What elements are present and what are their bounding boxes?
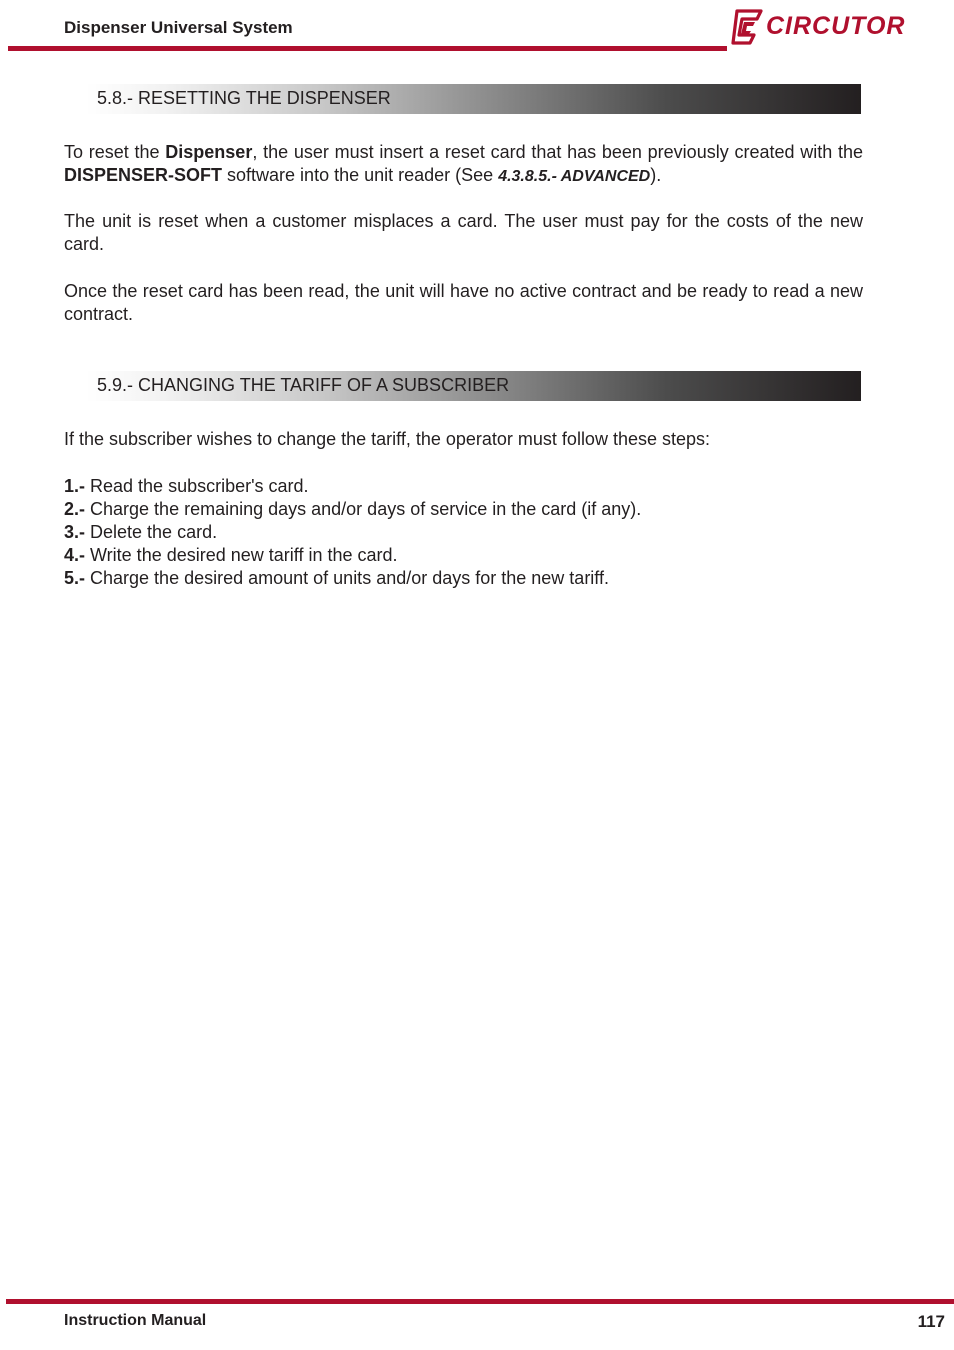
text-run: ). [650, 165, 662, 185]
step-number: 2.- [64, 499, 86, 519]
step-text: Delete the card. [85, 522, 218, 542]
step-number: 1.- [64, 476, 86, 496]
cross-reference-link[interactable]: 4.3.8.5.- ADVANCED [498, 168, 651, 185]
circutor-logo [728, 8, 910, 46]
page-number: 117 [917, 1312, 945, 1331]
step-number: 4.- [64, 545, 86, 565]
step-text: Charge the remaining days and/or days of service in the card (if any). [85, 499, 642, 519]
section-heading: 5.8.- RESETTING THE DISPENSER [97, 88, 391, 108]
paragraph-reset-instructions [64, 141, 863, 188]
text-run: software into the unit reader (See [222, 165, 499, 185]
paragraph-reset-result: Once the reset card has been read, the unit will have no active contract and be ready to read a new contract. [64, 281, 863, 324]
logo-wordmark: CIRCUTOR [766, 12, 906, 40]
section-heading-bar [86, 371, 861, 401]
steps-list [64, 475, 864, 590]
footer-label: Instruction Manual [64, 1312, 207, 1329]
step-number: 3.- [64, 522, 86, 542]
text-run: , the user must insert a reset card that has been previously created with the [252, 142, 863, 162]
bold-term: DISPENSER-SOFT [64, 165, 223, 185]
list-item [64, 521, 864, 544]
step-text: Write the desired new tariff in the card. [85, 545, 398, 565]
paragraph-tariff-intro: If the subscriber wishes to change the tariff, the operator must follow these steps: [64, 429, 711, 449]
header-divider [8, 46, 727, 51]
bold-term: Dispenser [165, 142, 253, 162]
circutor-logo-icon [730, 9, 764, 45]
section-heading-bar [86, 84, 861, 114]
paragraph-reset-reason: The unit is reset when a customer misplaces a card. The user must pay for the costs of the new card. [64, 211, 863, 254]
footer-divider [6, 1299, 954, 1304]
list-item [64, 475, 864, 498]
section-heading: 5.9.- CHANGING THE TARIFF OF A SUBSCRIBER [97, 375, 510, 395]
step-text: Read the subscriber's card. [85, 476, 309, 496]
text-run: To reset the [64, 142, 166, 162]
step-number: 5.- [64, 568, 86, 588]
list-item [64, 544, 864, 567]
step-text: Charge the desired amount of units and/or days for the new tariff. [85, 568, 609, 588]
document-title: Dispenser Universal System [64, 18, 293, 37]
list-item [64, 567, 864, 590]
list-item [64, 498, 864, 521]
